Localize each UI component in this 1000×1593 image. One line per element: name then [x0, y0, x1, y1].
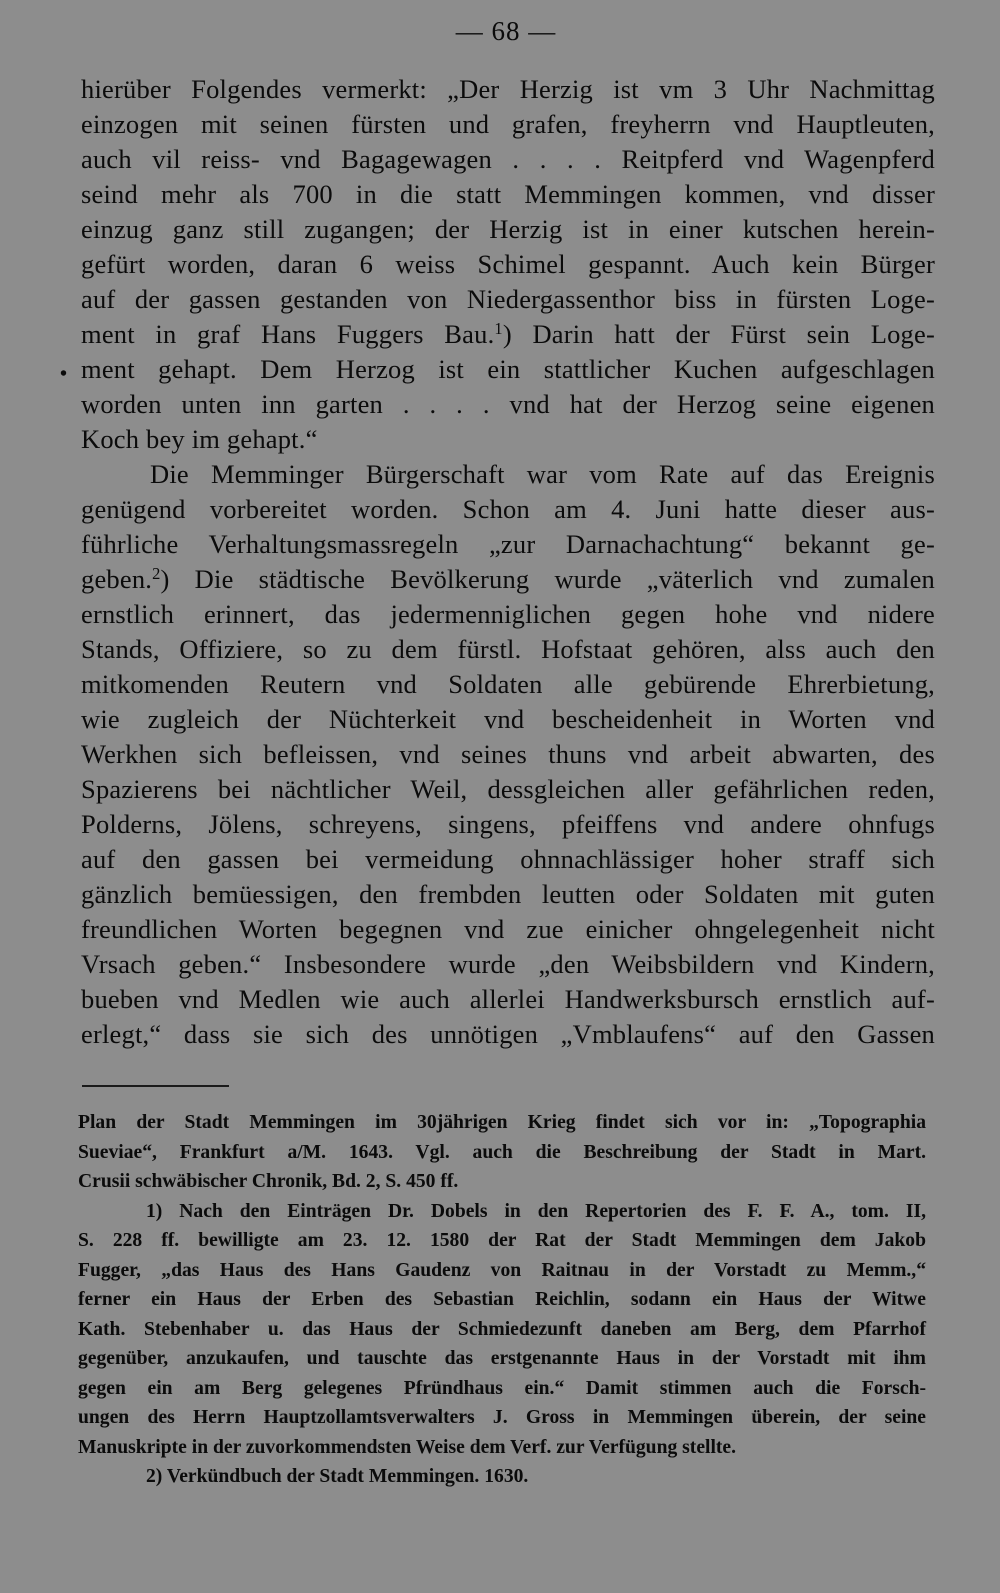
text-line: Koch bey im gehapt.“: [81, 424, 318, 454]
footnote-line: Kath. Stebenhaber u. das Haus der Schmiedezunft daneben am Berg, dem Pfarrhof: [78, 1318, 926, 1340]
text-line: [81, 317, 935, 352]
footnote-line: gegenüber, anzukaufen, und tauschte das erstgenannte Haus in der Vorstadt mit ihm: [78, 1348, 926, 1369]
margin-mark: •: [60, 363, 68, 385]
text-line: gefürt worden, daran 6 weiss Schimel gespannt. Auch kein Bürger: [81, 249, 935, 279]
footnote-line: ferner ein Haus der Erben des Sebastian Reichlin, sodann ein Haus der Witwe: [78, 1289, 926, 1310]
text-line: worden unten inn garten . . . . vnd hat der Herzog seine eigenen: [81, 389, 935, 419]
footnote-line: Plan der Stadt Memmingen im 30jährigen Krieg findet sich vor in: „Topographia: [78, 1112, 926, 1133]
text-run: ) Die städtische Bevölkerung wurde „väterlich vnd zumalen: [160, 564, 935, 594]
text-line: [81, 562, 935, 597]
page-number: — 68 —: [455, 16, 557, 46]
text-line: Werkhen sich befleissen, vnd seines thuns vnd arbeit abwarten, des: [81, 739, 935, 769]
footnote-line: 1) Nach den Einträgen Dr. Dobels in den Repertorien des F. F. A., tom. II,: [146, 1200, 926, 1222]
text-line: Spazierens bei nächtlicher Weil, dessgleichen aller gefährlichen reden,: [81, 774, 935, 804]
text-line: ernstlich erinnert, das jedermenniglichen gegen hohe vnd nidere: [81, 599, 935, 629]
text-line: bueben vnd Medlen wie auch allerlei Handwerksbursch ernstlich auf-: [81, 984, 935, 1014]
text-line: Die Memminger Bürgerschaft war vom Rate auf das Ereignis: [150, 459, 935, 489]
text-line: einzogen mit seinen fürsten und grafen, freyherrn vnd Hauptleuten,: [81, 109, 935, 139]
footnote-line: Sueviae“, Frankfurt a/M. 1643. Vgl. auch die Beschreibung der Stadt in Mart.: [78, 1141, 926, 1163]
footnote-line: ungen des Herrn Hauptzollamtsverwalters J. Gross in Memmingen überein, der seine: [78, 1407, 926, 1428]
text-line: Vrsach geben.“ Insbesondere wurde „den Weibsbildern vnd Kindern,: [81, 949, 935, 979]
footnote-ref-2: 2: [152, 563, 161, 583]
text-line: führliche Verhaltungsmassregeln „zur Darnachachtung“ bekannt ge-: [81, 529, 935, 559]
footnote-ref-1: 1: [494, 318, 503, 338]
text-line: erlegt,“ dass sie sich des unnötigen „Vmblaufens“ auf den Gassen: [81, 1019, 935, 1049]
footnote-line: Crusii schwäbischer Chronik, Bd. 2, S. 450 ff.: [78, 1171, 459, 1192]
text-line: hierüber Folgendes vermerkt: „Der Herzig ist vm 3 Uhr Nachmittag: [81, 74, 935, 104]
text-line: ment gehapt. Dem Herzog ist ein stattlicher Kuchen aufgeschlagen: [81, 354, 935, 384]
text-line: genügend vorbereitet worden. Schon am 4. Juni hatte dieser aus-: [81, 494, 935, 524]
text-line: mitkomenden Reutern vnd Soldaten alle gebürende Ehrerbietung,: [81, 669, 935, 699]
footnote-line: S. 228 ff. bewilligte am 23. 12. 1580 der Rat der Stadt Memmingen dem Jakob: [78, 1230, 926, 1251]
text-line: auch vil reiss- vnd Bagagewagen . . . . Reitpferd vnd Wagenpferd: [81, 144, 935, 174]
text-line: einzug ganz still zugangen; der Herzig ist in einer kutschen herein-: [81, 214, 935, 244]
main-text: [81, 72, 935, 1052]
footnote-line: gegen ein am Berg gelegenes Pfründhaus ein.“ Damit stimmen auch die Forsch-: [78, 1377, 926, 1399]
text-run: geben.: [81, 564, 153, 594]
text-line: Stands, Offiziere, so zu dem fürstl. Hofstaat gehören, alss auch den: [81, 634, 935, 664]
text-line: freundlichen Worten begegnen vnd zue einicher ohngelegenheit nicht: [81, 914, 935, 944]
text-run: ) Darin hatt der Fürst sein Loge-: [502, 319, 935, 349]
text-line: Polderns, Jölens, schreyens, singens, pfeiffens vnd andere ohnfugs: [81, 809, 935, 839]
text-line: auf den gassen bei vermeidung ohnnachlässiger hoher straff sich: [81, 844, 935, 874]
footnote-line: Fugger, „das Haus des Hans Gaudenz von Raitnau in der Vorstadt zu Memm.,“: [78, 1259, 926, 1281]
text-line: wie zugleich der Nüchterkeit vnd bescheidenheit in Worten vnd: [81, 704, 935, 734]
footnotes: [78, 1108, 926, 1492]
text-line: seind mehr als 700 in die statt Memmingen kommen, vnd disser: [81, 179, 935, 209]
footnote-separator: [82, 1085, 229, 1087]
footnote-line: 2) Verkündbuch der Stadt Memmingen. 1630.: [146, 1466, 529, 1487]
text-run: ment in graf Hans Fuggers Bau.: [81, 319, 495, 349]
footnote-line: Manuskripte in der zuvorkommendsten Weise dem Verf. zur Verfügung stellte.: [78, 1436, 737, 1458]
text-line: auf der gassen gestanden von Niedergassenthor biss in fürsten Loge-: [81, 284, 935, 314]
text-line: gänzlich bemüessigen, den frembden leutten oder Soldaten mit guten: [81, 879, 935, 909]
